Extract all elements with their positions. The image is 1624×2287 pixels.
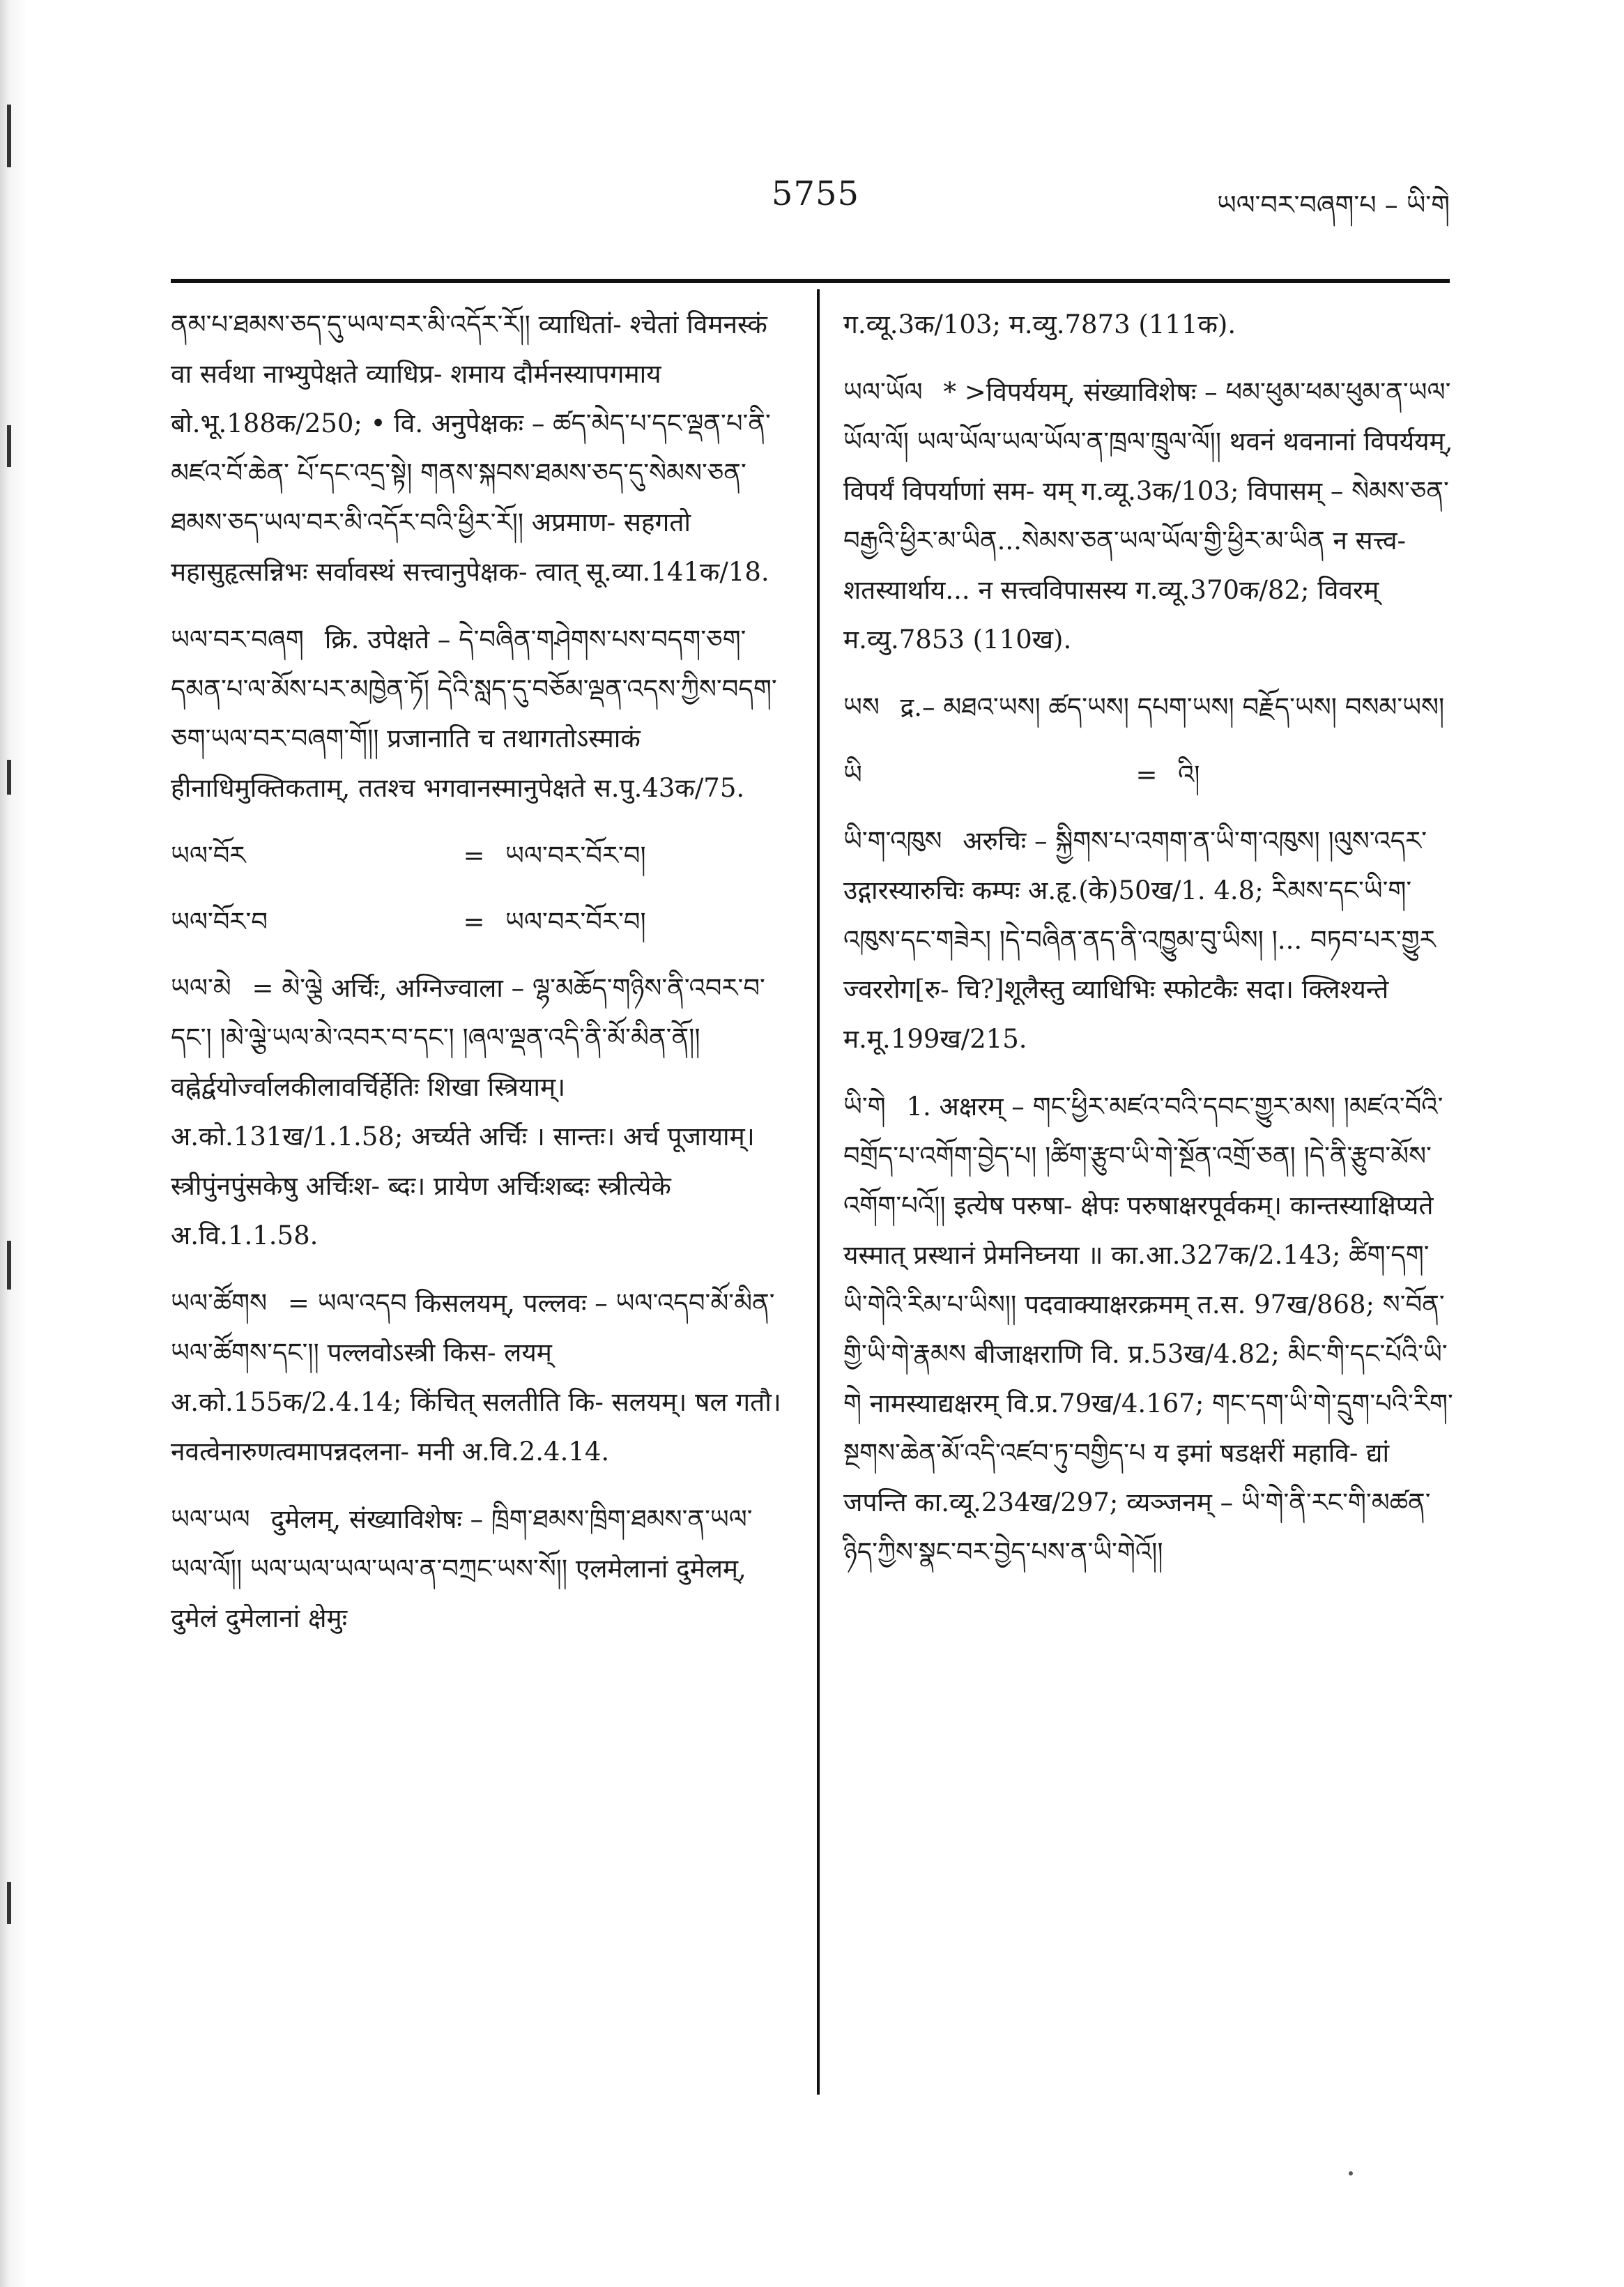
- entry-continuation: ནམ་པ་ཐམས་ཅད་དུ་ཡལ་བར་མི་འདོར་རོ།། व्याधितां- श्चेतां विमनस्कं वा सर्वथा नाभ्युपेक्षते व्याधिप्र- शमाय दौर्मनस्यापगमाय बो.भू.188क/250; • वि. अनुपेक्षकः – ཚད་མེད་པ་དང་ལྡན་པ་ནི་མཛའ་བོ་ཆེན་ པོ་དང་འདྲ་སྟེ། གནས་སྐབས་ཐམས་ཅད་དུ་སེམས་ཅན་ ཐམས་ཅད་ཡལ་བར་མི་འདོར་བའི་ཕྱིར་རོ།། अप्रमाण- सहगतो महासुहृत्सन्निभः सर्वावस्थं सत्त्वानुपेक्षक- त्वात् सू.व्या.141क/18.: [171, 309, 771, 587]
- entry-headword: ཡལ་ཡལ: [171, 1504, 250, 1534]
- scan-edge-mark: [7, 425, 11, 467]
- entry-body: द्र.– མཐའ་ཡས། ཚད་ཡས། དཔག་ཡས། བརྗོད་ཡས། བསམ་ཡས།: [900, 692, 1445, 722]
- equivalence-target: འི།: [1178, 760, 1200, 790]
- entry-headword: ཡི་གེ: [843, 1092, 886, 1122]
- entry-continuation: ग.व्यू.3क/103; म.व्यु.7873 (111क).: [843, 309, 1236, 339]
- entry-body: = ཡལ་འདབ किसलयम्, पल्लवः – ཡལ་འདབ་མོ་མིན་ཡལ་ཚོགས་དང་།། पल्लवोऽस्त्री किस- लयम् अ.को.155क/2.4.14; किंचित् सलतीति कि- सलयम्। षल गतौ। नवत्वेनारुणत्वमापन्नदलना- मनी अ.वि.2.4.14.: [171, 1288, 781, 1467]
- running-head: ཡལ་བར་བཞག་པ – ཡི་གེ: [1217, 190, 1450, 220]
- entry-headword: ཡས: [843, 692, 880, 722]
- entry-body: * >विपर्ययम्, संख्याविशेषः – ཕམ་ཕུམ་ཕམ་ཕུམ་ན་ཡལ་ཡོལ་ལོ། ཡལ་ཡོལ་ཡལ་ཡོལ་ན་ཁྲལ་ཁྲུལ་ལོ།། थवनं थवनानां विपर्ययम्, विपर्यं विपर्याणां सम- यम् ग.व्यू.3क/103; विपासम् – སེམས་ཅན་བརྒྱའི་ཕྱིར་མ་ཡིན...སེམས་ཅན་ཡལ་ཡོལ་གྱི་ཕྱིར་མ་ཡིན न सत्त्व- शतस्यार्थाय... न सत्त्वविपासस्य ग.व्यू.370क/82; विवरम् म.व्यु.7853 (110ख).: [843, 377, 1453, 655]
- entry-headword: ཡི: [843, 760, 862, 790]
- equivalence-target: ཡལ་བར་བོར་བ།: [505, 841, 646, 871]
- column-divider: [817, 289, 820, 2095]
- equals-sign: =: [463, 907, 485, 937]
- scan-edge-mark: [7, 760, 11, 795]
- scan-edge-mark: [7, 1882, 11, 1924]
- dictionary-entry: [843, 682, 1453, 732]
- scan-edge-mark: [7, 1241, 11, 1290]
- scan-edge-mark: [7, 105, 11, 167]
- entry-body: अरुचिः – སྐྱིགས་པ་འགག་ན་ཡི་ག་འཁུས། །ལུས་འདར་ उद्गारस्यारुचिः कम्पः अ.हृ.(के)50ख/1. 4.8; རིམས་དང་ཡི་ག་འཁུས་དང་གཟེར། །དེ་བཞིན་ནད་ནི་འཁྱུམ་བུ་ཡིས། །... བཏབ་པར་གྱུར ज्वररोग[रु- चि?]शूलैस्तु व्याधिभिः स्फोटकैः सदा। क्लिश्यन्ते म.मू.199ख/215.: [843, 826, 1436, 1054]
- equivalence-entry: [843, 750, 1453, 800]
- dictionary-entry: [171, 963, 791, 1260]
- entry-headword: ཡལ་ཡོལ: [843, 377, 923, 407]
- page-number: 5755: [771, 174, 860, 213]
- dictionary-entry: [843, 1082, 1453, 1577]
- entry-headword: ཡལ་མེ: [171, 973, 231, 1003]
- dictionary-entry: [171, 615, 791, 813]
- equals-sign: =: [1135, 760, 1158, 790]
- entry-headword: ཡལ་ཚོགས: [171, 1288, 268, 1318]
- equivalence-target: ཡལ་བར་བོར་བ།: [505, 907, 646, 937]
- entry-body: क्रि. उपेक्षते – དེ་བཞིན་གཤེགས་པས་བདག་ཅག་དམན་པ་ལ་མོས་པར་མཁྱེན་ཏོ། དེའི་སླད་དུ་བཅོམ་ལྡན་འདས་ཀྱིས་བདག་ཅག་ཡལ་བར་བཞག་གོ།། प्रजानाति च तथागतोऽस्माकं हीनाधिमुक्तिकताम्, ततश्च भगवानस्मानुपेक्षते स.पु.43क/75.: [171, 625, 777, 803]
- entry-body: = མེ་ལྕེ अर्चिः, अग्निज्वाला – ལྷ་མཆོད་གཉིས་ནི་འབར་བ་དང་། །མེ་ལྕེ་ཡལ་མེ་འབར་བ་དང་། །ཞལ་ལྡན་འདི་ནི་མོ་མིན་ནོ།། वह्नेर्द्वयोर्ज्वालकीलावर्चिर्हेतिः शिखा स्त्रियाम्। अ.को.131ख/1.1.58; अर्च्यते अर्चिः । सान्तः। अर्च पूजायाम्। स्त्रीपुंनपुंसकेषु अर्चिःश- ब्दः। प्रायेण अर्चिःशब्दः स्त्रीत्येके अ.वि.1.1.58.: [171, 973, 765, 1250]
- dictionary-entry: [171, 1278, 791, 1476]
- entry-headword: ཡལ་བོར: [171, 841, 246, 871]
- equivalence-entry: [171, 831, 791, 880]
- header-rule: [171, 279, 1450, 283]
- scan-edge-shadow: [0, 0, 28, 2287]
- dictionary-entry: [171, 1494, 791, 1643]
- equivalence-entry: [171, 897, 791, 947]
- entry-headword: ཡི་ག་འཁུས: [843, 826, 942, 856]
- scan-speck: [1349, 2171, 1353, 2175]
- right-column: [843, 300, 1453, 1595]
- entry-body: दुमेलम्, संख्याविशेषः – ཁྲིག་ཐམས་ཁྲིག་ཐམས་ན་ཡལ་ཡལ་ལོ།། ཡལ་ཡལ་ཡལ་ཡལ་ན་བཀྲང་ཡས་སོ།། एलमेलानां दुमेलम्, दुमेलं दुमेलानां क्षेमुः: [171, 1504, 753, 1633]
- left-column: [171, 300, 791, 1661]
- dictionary-entry: [843, 816, 1453, 1064]
- entry-headword: ཡལ་བར་བཞག: [171, 625, 304, 655]
- entry-headword: ཡལ་བོར་བ: [171, 907, 268, 937]
- dictionary-entry: [843, 367, 1453, 664]
- entry-body: 1. अक्षरम् – གང་ཕྱིར་མཛའ་བའི་དབང་གྱུར་མས། །མཛའ་བོའི་བགྲོད་པ་འགོག་བྱེད་པ། །ཚིག་རྩུབ་ཡི་གེ་སྔོན་འགྲོ་ཅན། །དེ་ནི་རྩུབ་མོས་འགོག་པའོ།། इत्येष परुषा- क्षेपः परुषाक्षरपूर्वकम्। कान्तस्याक्षिप्यते यस्मात् प्रस्थानं प्रेमनिघ्नया ॥ का.आ.327क/2.143; ཚིག་དག་ཡི་གེའི་རིམ་པ་ཡིས།། पदवाक्याक्षरक्रमम् त.स. 97ख/868; ས་བོན་གྱི་ཡི་གེ་རྣམས बीजाक्षराणि वि. प्र.53ख/4.82; མིང་གི་དང་པོའི་ཡི་གེ नामस्याद्यक्षरम् वि.प्र.79ख/4.167; གང་དག་ཡི་གེ་དྲུག་པའི་རིག་སྔགས་ཆེན་མོ་འདི་འཛབ་ཏུ་བགྱིད་པ य इमां षडक्षरीं महावि- द्यां जपन्ति का.व्यू.234ख/297; व्यञ्जनम् – ཡི་གེ་ནི་རང་གི་མཚན་ཉིད་ཀྱིས་སྣང་བར་བྱེད་པས་ན་ཡི་གེའོ།།: [843, 1092, 1453, 1567]
- equals-sign: =: [463, 841, 485, 871]
